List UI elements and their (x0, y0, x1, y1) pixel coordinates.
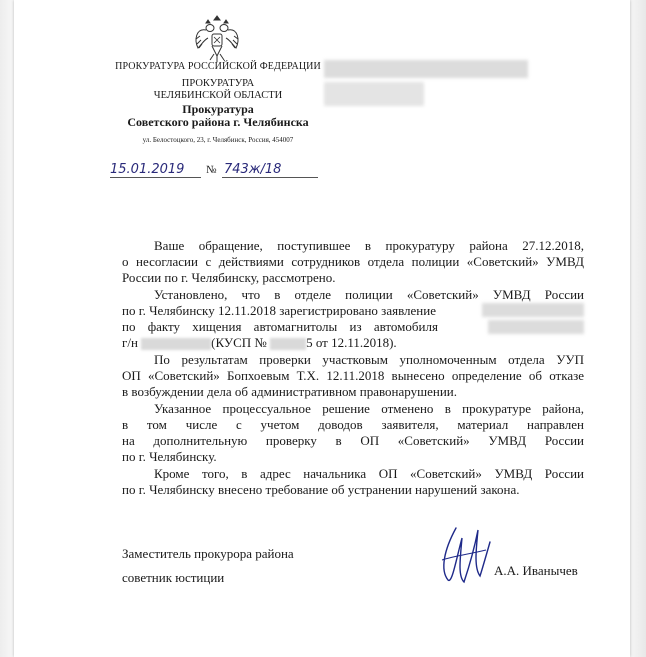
paragraph-1-line-2: о несогласии с действиями сотрудников отдела полиции «Советский» УМВД (122, 254, 584, 269)
paragraph-2-line-3-text: по факту хищения автомагнитолы из автомобиля (122, 319, 438, 334)
signatory-position-line-2: советник юстиции (122, 570, 225, 585)
paragraph-3-line-2: ОП «Советский» Бопхоевым Т.Х. 12.11.2018 вынесено определение об отказе (122, 368, 584, 383)
paragraph-3-line-1: По результатам проверки участковым уполномоченным отдела УУП (154, 352, 584, 367)
double-headed-eagle-emblem-icon (192, 10, 242, 64)
registration-number: 743ж/18 (224, 162, 282, 177)
paragraph-1-line-3: России по г. Челябинску, рассмотрено. (122, 270, 336, 285)
redacted-recipient-line-2 (324, 82, 424, 106)
plate-label: г/н (122, 335, 138, 350)
kusp-date: 5 от 12.11.2018). (306, 335, 397, 350)
signatory-position-line-1: Заместитель прокурора района (122, 546, 294, 561)
paragraph-3-line-3: в возбуждении дела об административном правонарушении. (122, 384, 457, 399)
regional-title-line-2: ЧЕЛЯБИНСКОЙ ОБЛАСТИ (153, 90, 283, 101)
number-underline (222, 177, 318, 178)
redacted-plate (141, 338, 211, 350)
redacted-recipient (324, 60, 528, 78)
signatory-name: А.А. Иванычев (494, 563, 578, 578)
paragraph-2-line-2-text: по г. Челябинску 12.11.2018 зарегистрировано заявление (122, 303, 436, 318)
document-page (14, 0, 630, 657)
redacted-vehicle (488, 320, 584, 334)
paragraph-2-line-1: Установлено, что в отделе полиции «Советский» УМВД России (154, 287, 584, 302)
paragraph-5-line-2: по г. Челябинску внесено требование об устранении нарушений закона. (122, 482, 520, 497)
date-underline (110, 177, 201, 178)
number-sign: № (206, 164, 217, 176)
regional-prosecutor-title (104, 78, 332, 102)
paragraph-4-line-4: по г. Челябинску. (122, 449, 217, 464)
regional-title-line-1: ПРОКУРАТУРА (181, 78, 255, 89)
paragraph-4-line-2: в том числе с учетом доводов заявителя, материал направлен (122, 417, 584, 432)
redacted-kusp-number (270, 338, 306, 350)
paragraph-5-line-1: Кроме того, в адрес начальника ОП «Советский» УМВД России (154, 466, 584, 481)
district-title-line-2: Советского района г. Челябинска (127, 115, 309, 129)
district-title-line-1: Прокуратура (182, 102, 254, 116)
paragraph-2-line-4 (122, 335, 584, 350)
paragraph-4-line-3: на дополнительную проверку в ОП «Советский» УМВД России (122, 433, 584, 448)
office-address: ул. Белостоцкого, 23, г. Челябинск, Россия, 454007 (142, 136, 294, 144)
paragraph-4-line-1: Указанное процессуальное решение отменено в прокуратуре района, (154, 401, 584, 416)
district-prosecutor-title (104, 103, 332, 129)
redacted-applicant (482, 303, 584, 317)
kusp-label: (КУСП № (211, 335, 267, 350)
paragraph-1-line-1: Ваше обращение, поступившее в прокуратуру района 27.12.2018, (154, 238, 584, 253)
registration-date: 15.01.2019 (110, 162, 185, 177)
handwritten-signature-icon (434, 520, 494, 590)
scan-border-left (0, 0, 14, 657)
federation-prosecutor-title: ПРОКУРАТУРА РОССИЙСКОЙ ФЕДЕРАЦИИ (115, 61, 321, 72)
scan-border-right (630, 0, 646, 657)
